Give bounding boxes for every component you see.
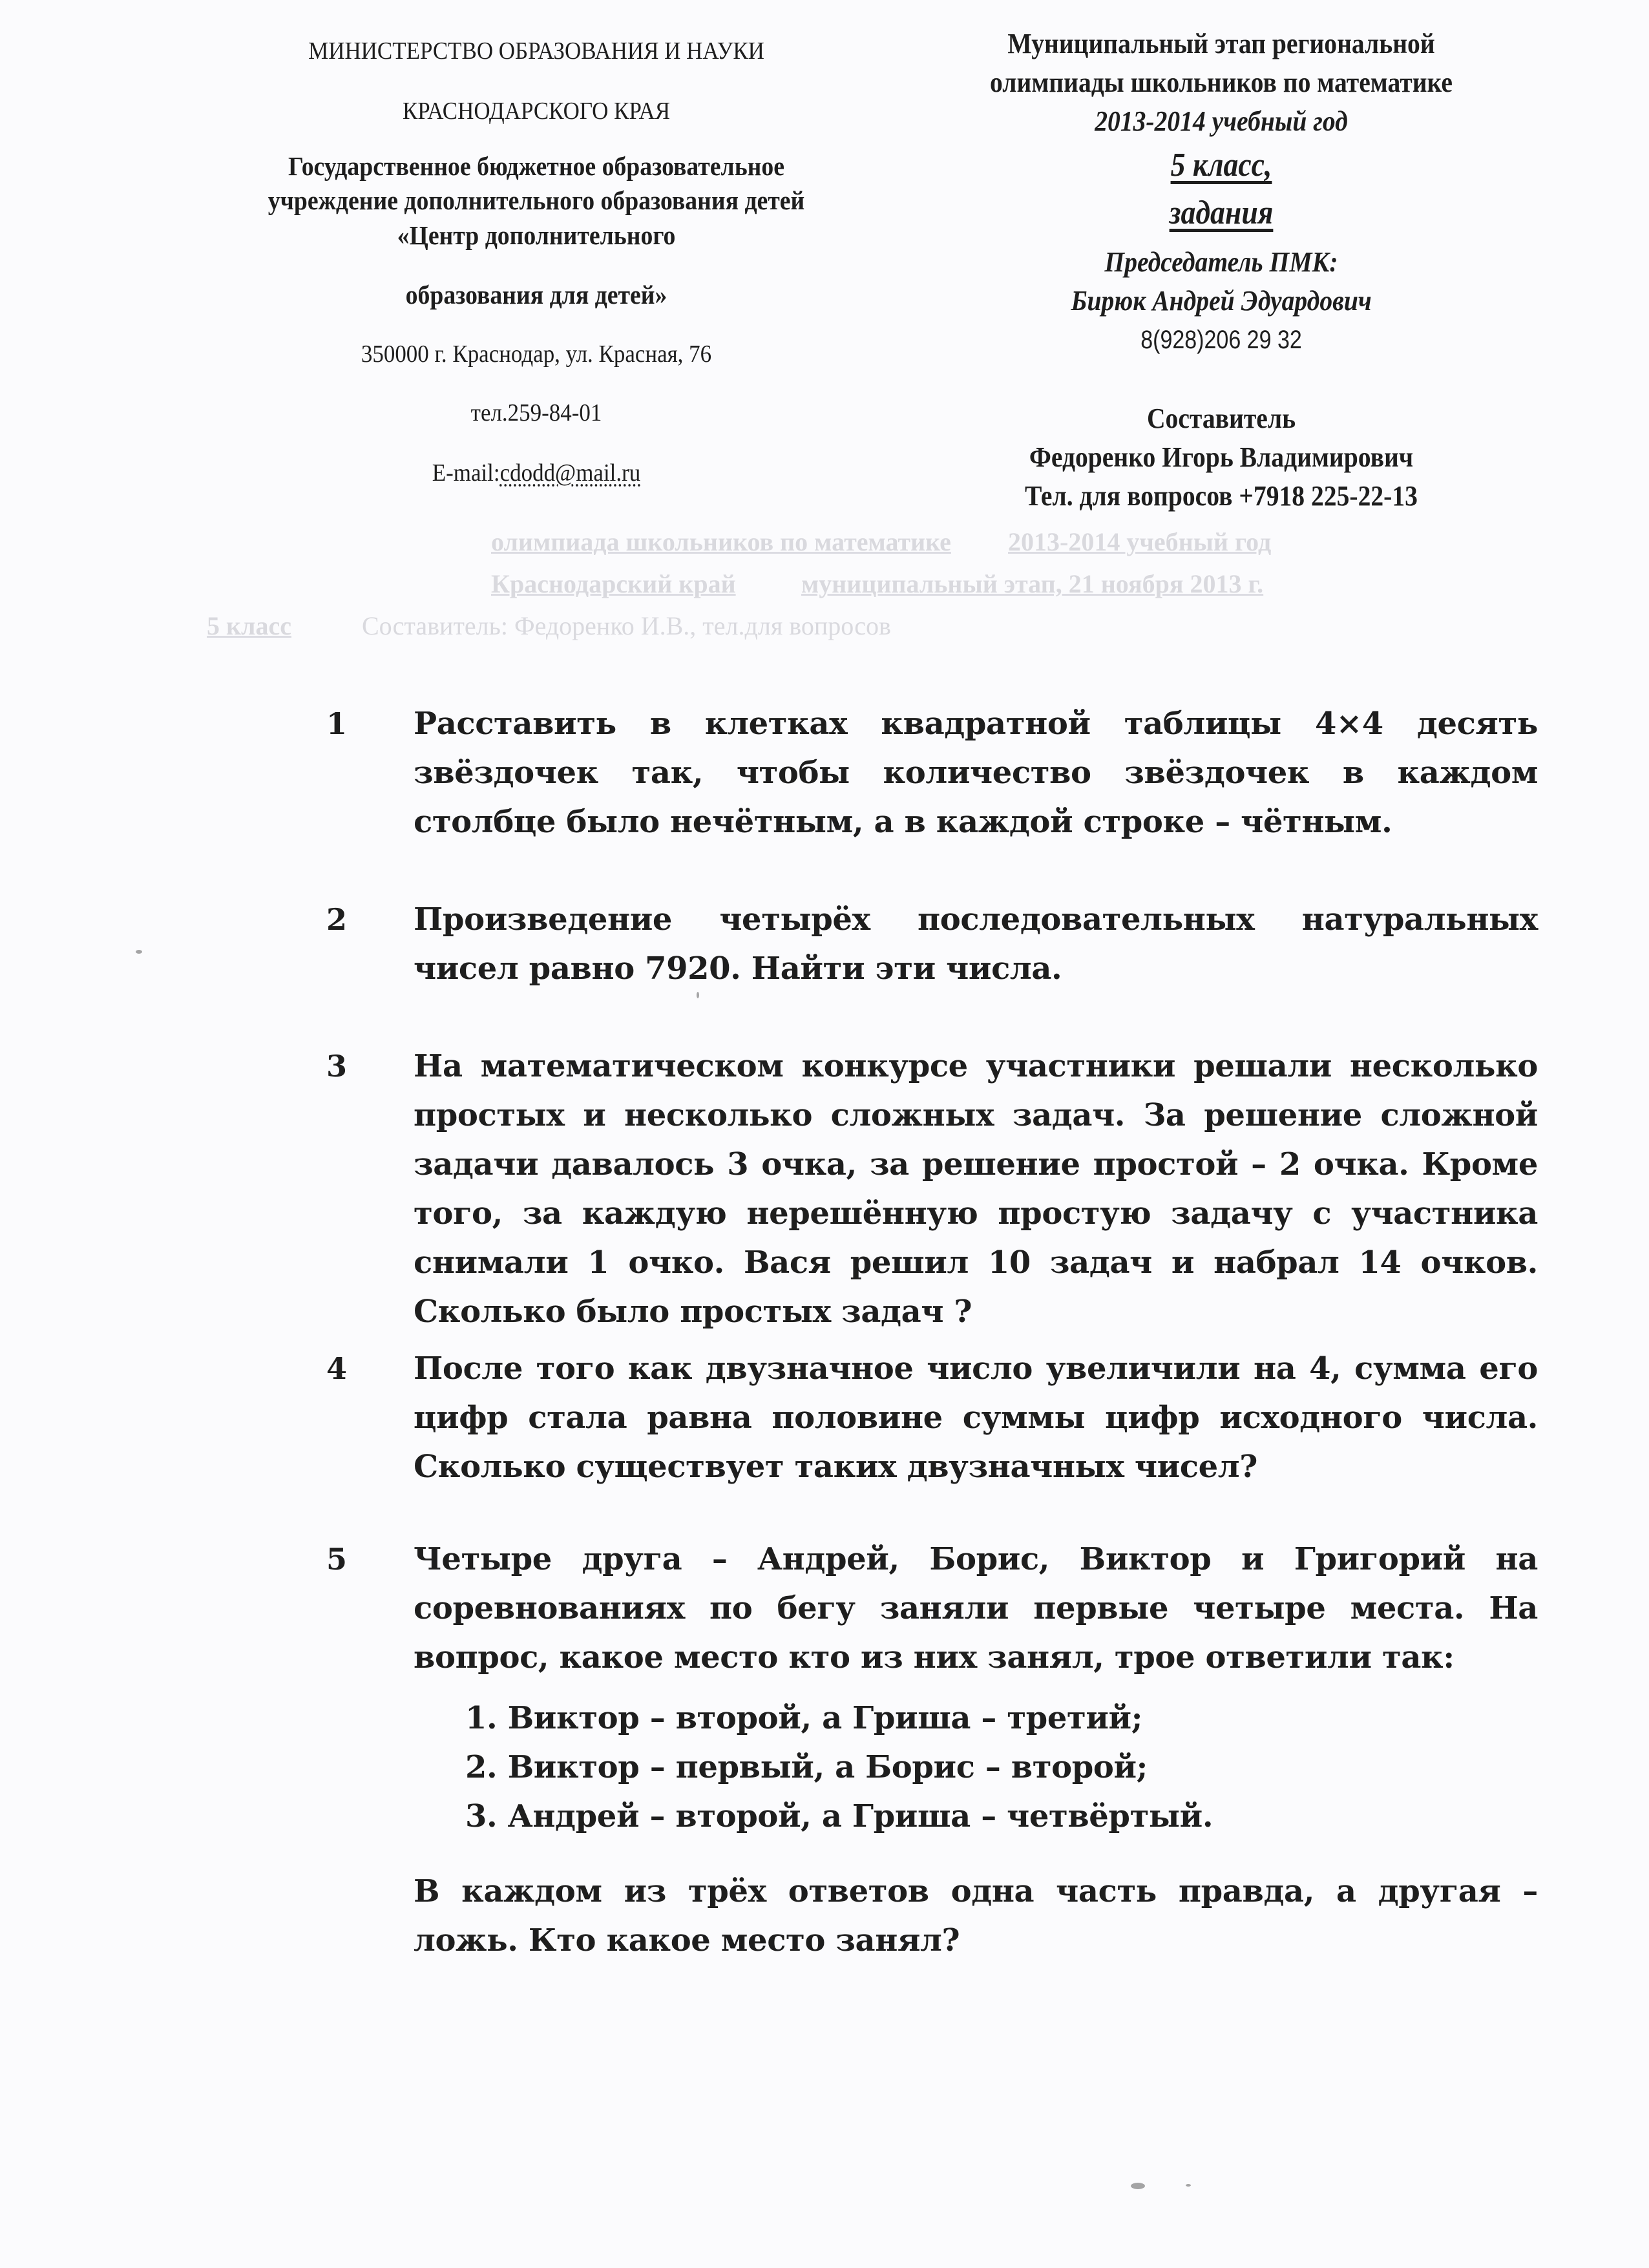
answer-item: 3. Андрей – второй, а Гриша – четвёртый. xyxy=(465,1798,1213,1834)
scan-speck xyxy=(1131,2183,1145,2189)
answers-list xyxy=(414,1694,1538,1841)
scan-speck xyxy=(1186,2184,1191,2187)
olympiad-title-line-1: Муниципальный этап региональной xyxy=(1007,28,1435,59)
phone: тел.259-84-01 xyxy=(470,399,602,426)
problem-conclusion: В каждом из трёх ответов одна часть правда, а другая – ложь. Кто какое место занял? xyxy=(414,1873,1538,1958)
problem-number: 5 xyxy=(326,1542,348,1577)
questions-phone: Тел. для вопросов +7918 225-22-13 xyxy=(1025,480,1418,512)
problem-number: 3 xyxy=(326,1049,348,1084)
problem-text: Произведение четырёх последовательных натуральных чисел равно 7920. Найти эти числа. xyxy=(414,901,1538,987)
problem-text: После того как двузначное число увеличили на 4, сумма его цифр стала равна половине суммы цифр исходного числа. Сколько существует таких двузначных чисел? xyxy=(414,1350,1538,1485)
ghost-line: Краснодарский край xyxy=(491,569,736,598)
scan-speck xyxy=(136,950,142,954)
compiler-name: Федоренко Игорь Владимирович xyxy=(1029,441,1414,473)
chair-phone: 8(928)206 29 32 xyxy=(1140,326,1302,354)
ghost-line: олимпиада школьников по математике xyxy=(491,527,951,556)
problem-number: 2 xyxy=(326,902,348,937)
ghost-line: муниципальный этап, 21 ноября 2013 г. xyxy=(801,569,1264,598)
ministry-line-1: МИНИСТЕРСТВО ОБРАЗОВАНИЯ И НАУКИ xyxy=(308,37,764,65)
address: 350000 г. Краснодар, ул. Красная, 76 xyxy=(361,341,712,368)
tasks-text: задания xyxy=(1169,194,1274,231)
org-line-2: учреждение дополнительного образования детей xyxy=(268,185,805,215)
problem-text: Четыре друга – Андрей, Борис, Виктор и Григорий на соревнованиях по бегу заняли первые четыре места. На вопрос, какое место кто из них занял, трое ответили так: xyxy=(414,1541,1538,1675)
email-label: E-mail: xyxy=(432,459,500,487)
ghost-line: Составитель: Федоренко И.В., тел.для вопросов xyxy=(362,611,891,640)
school-year: 2013-2014 учебный год xyxy=(1095,105,1348,137)
tasks-label xyxy=(931,193,1511,234)
chair-name: Бирюк Андрей Эдуардович xyxy=(1071,285,1372,317)
grade-label xyxy=(931,145,1511,186)
org-line-1: Государственное бюджетное образовательное xyxy=(288,151,784,181)
email-link[interactable]: cdodd@mail.ru xyxy=(499,459,641,487)
ghost-line: 2013-2014 учебный год xyxy=(1008,527,1272,556)
email-line xyxy=(221,457,851,488)
problem-text: Расставить в клетках квадратной таблицы 4×4 десять звёздочек так, чтобы количество звёздочек в каждом столбце было нечётным, а в каждой строке – чётным. xyxy=(414,706,1538,840)
answer-item: 1. Виктор – второй, а Гриша – третий; xyxy=(465,1700,1143,1736)
compiler-label: Составитель xyxy=(1146,403,1296,434)
problem-number: 4 xyxy=(326,1351,348,1386)
ministry-line-2: КРАСНОДАРСКОГО КРАЯ xyxy=(402,98,671,125)
problem-text: На математическом конкурсе участники решали несколько простых и несколько сложных задач. За решение сложной задачи давалось 3 очка, за решение простой – 2 очка. Кроме того, за каждую нерешённую простую задачу с участника снимали 1 очко. Вася решил 10 задач и набрал 14 очков. Сколько было простых задач ? xyxy=(414,1048,1538,1330)
olympiad-title-line-2: олимпиады школьников по математике xyxy=(990,67,1453,98)
scan-speck xyxy=(697,992,699,998)
ghost-line: 5 класс xyxy=(207,611,291,640)
answer-item: 2. Виктор – первый, а Борис – второй; xyxy=(465,1749,1148,1785)
grade-text: 5 класс, xyxy=(1170,147,1272,184)
chair-label: Председатель ПМК: xyxy=(1104,246,1338,278)
problem-number: 1 xyxy=(326,706,348,741)
org-line-3: «Центр дополнительного xyxy=(397,220,676,250)
org-line-4: образования для детей» xyxy=(405,280,667,310)
